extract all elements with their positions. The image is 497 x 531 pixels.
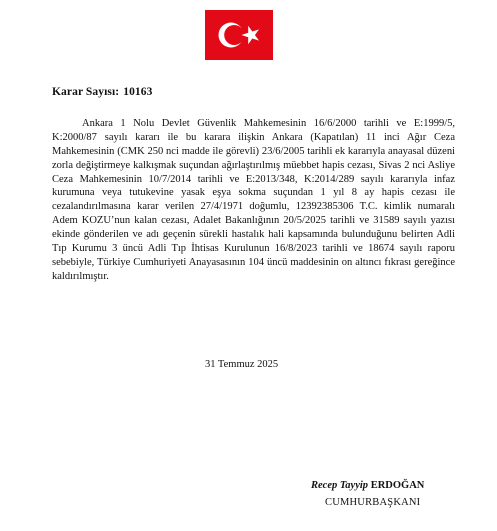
decree-number-label: Karar Sayısı: <box>52 86 120 98</box>
body-line: Ankara 1 Nolu Devlet Güvenlik Mahkemesinin 16/6/2000 tarihli ve E:1999/5, <box>82 118 455 129</box>
body-line: kaldırılmıştır. <box>52 270 109 282</box>
signatory-surname: ERDOĞAN <box>370 480 425 491</box>
signatory-title: CUMHURBAŞKANI <box>325 497 421 508</box>
body-line: Ceza Mahkemesinin 10/7/2014 tarihli ve E:2013/348, K:2014/289 sayılı kararıyla infaz <box>52 173 455 185</box>
body-line: zorla değiştirmeye kalkışmak suçundan ağırlaştırılmış müebbet hapis cezası, Sivas 2 nci Asliye <box>52 159 455 171</box>
body-line: cezalandırılmasına karar verilen 27/4/1971 doğumlu, 12392385306 T.C. kimlik numaralı <box>52 201 455 213</box>
flag-crescent-inner <box>224 25 244 45</box>
body-line: kurumuna veya tutukevine yasak eşya sokma suçundan 1 yıl 8 ay hapis cezası ile <box>52 187 455 199</box>
body-line: Mahkemesinin (CMK 250 nci madde ile görevli) 23/6/2005 tarihli ek kararıyla anayasal düzeni <box>52 145 455 157</box>
signatory-name <box>311 480 424 491</box>
decree-number-line <box>52 86 152 98</box>
signatory-given-names: Recep Tayyip <box>311 480 369 491</box>
decree-body-text <box>52 117 455 284</box>
body-line: Adem KOZU’nun kalan cezası, Adalet Bakanlığının 20/5/2025 tarihli ve 31589 sayılı yazısı <box>52 215 455 227</box>
body-line: sebebiyle, Türkiye Cumhuriyeti Anayasasının 104 üncü maddesinin on altıncı fıkrası gereğince <box>52 256 455 268</box>
body-line: K:2000/87 sayılı kararı ile bu karara ilişkin Ankara (Kapatılan) 11 inci Ağır Ceza <box>52 131 455 143</box>
body-line: Tıp Kurumu 3 üncü Adli Tıp İhtisas Kurulunun 16/8/2023 tarihli ve 18674 sayılı raporu <box>52 243 455 255</box>
decree-date: 31 Temmuz 2025 <box>205 359 279 370</box>
decree-number-value: 10163 <box>123 86 153 98</box>
body-line: ekinde gönderilen ve adı geçenin sürekli hastalık hali kapsamında bulunduğunu belirten Adli <box>52 229 455 241</box>
turkish-flag-icon <box>205 10 273 60</box>
